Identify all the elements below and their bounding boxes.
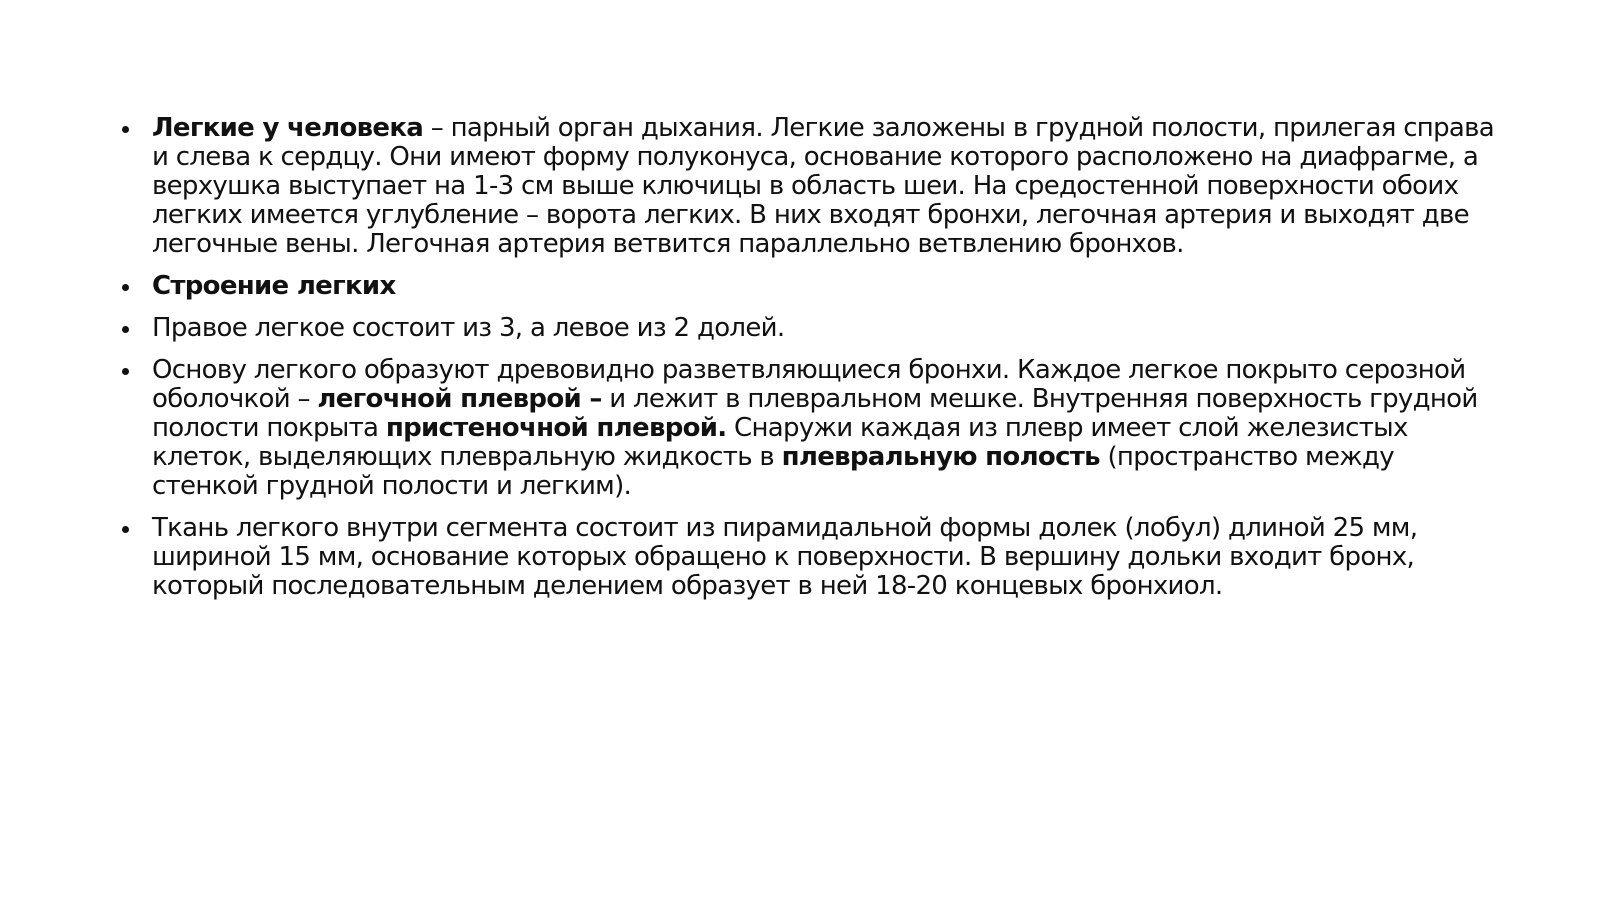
bold-term: Легкие у человека — [152, 113, 424, 143]
bullet-dot-icon — [122, 526, 129, 533]
bullet-text — [152, 513, 1417, 601]
text-segment: Основу легкого образуют древовидно разветвляющиеся бронхи. Каждое легкое покрыто серозной оболочкой – — [152, 355, 1466, 414]
text-segment: – парный орган дыхания. Легкие заложены в грудной полости, прилегая справа и слева к сердцу. Они имеют форму полуконуса, основание которого расположено на диафрагме, а верхушка выступает на 1-3 см выше ключицы в область шеи. На средостенной поверхности обоих легких имеется углубление – ворота легких. В них входят бронхи, легочная артерия и выходят две легочные вены. Легочная артерия ветвится параллельно ветвлению бронхов. — [152, 113, 1494, 259]
bullet-dot-icon — [122, 284, 129, 291]
bullet-list — [122, 114, 1502, 614]
bullet-item-lobes — [122, 314, 1502, 343]
bullet-dot-icon — [122, 368, 129, 375]
bullet-text — [152, 355, 1478, 501]
bold-heading: Строение легких — [152, 271, 396, 301]
bullet-item-lung-structure-heading — [122, 272, 1502, 301]
bold-term: пристеночной плеврой. — [385, 413, 727, 443]
bullet-text — [152, 313, 784, 343]
bullet-text — [152, 113, 1494, 259]
bullet-item-lungs-definition — [122, 114, 1502, 259]
bullet-dot-icon — [122, 126, 129, 133]
text-segment: Снаружи каждая из плевр имеет слой железистых клеток, выделяющих плевральную жидкость в — [152, 413, 1408, 472]
text-segment: и лежит в плевральном мешке. Внутренняя поверхность грудной полости покрыта — [152, 384, 1478, 443]
bullet-dot-icon — [122, 326, 129, 333]
text-segment: (пространство между стенкой грудной полости и легким). — [152, 442, 1394, 501]
bullet-text — [152, 271, 396, 301]
bold-term: легочной плеврой – — [317, 384, 602, 414]
text-segment: Ткань легкого внутри сегмента состоит из пирамидальной формы долек (лобул) длиной 25 мм, шириной 15 мм, основание которых обращено к поверхности. В вершину дольки входит бронх, который последовательным делением образует в ней 18-20 концевых бронхиол. — [152, 513, 1418, 601]
bullet-item-lobules — [122, 514, 1502, 601]
bullet-item-pleura — [122, 356, 1502, 501]
text-segment: Правое легкое состоит из 3, а левое из 2 долей. — [152, 313, 785, 343]
bold-term: плевральную полость — [781, 442, 1100, 472]
